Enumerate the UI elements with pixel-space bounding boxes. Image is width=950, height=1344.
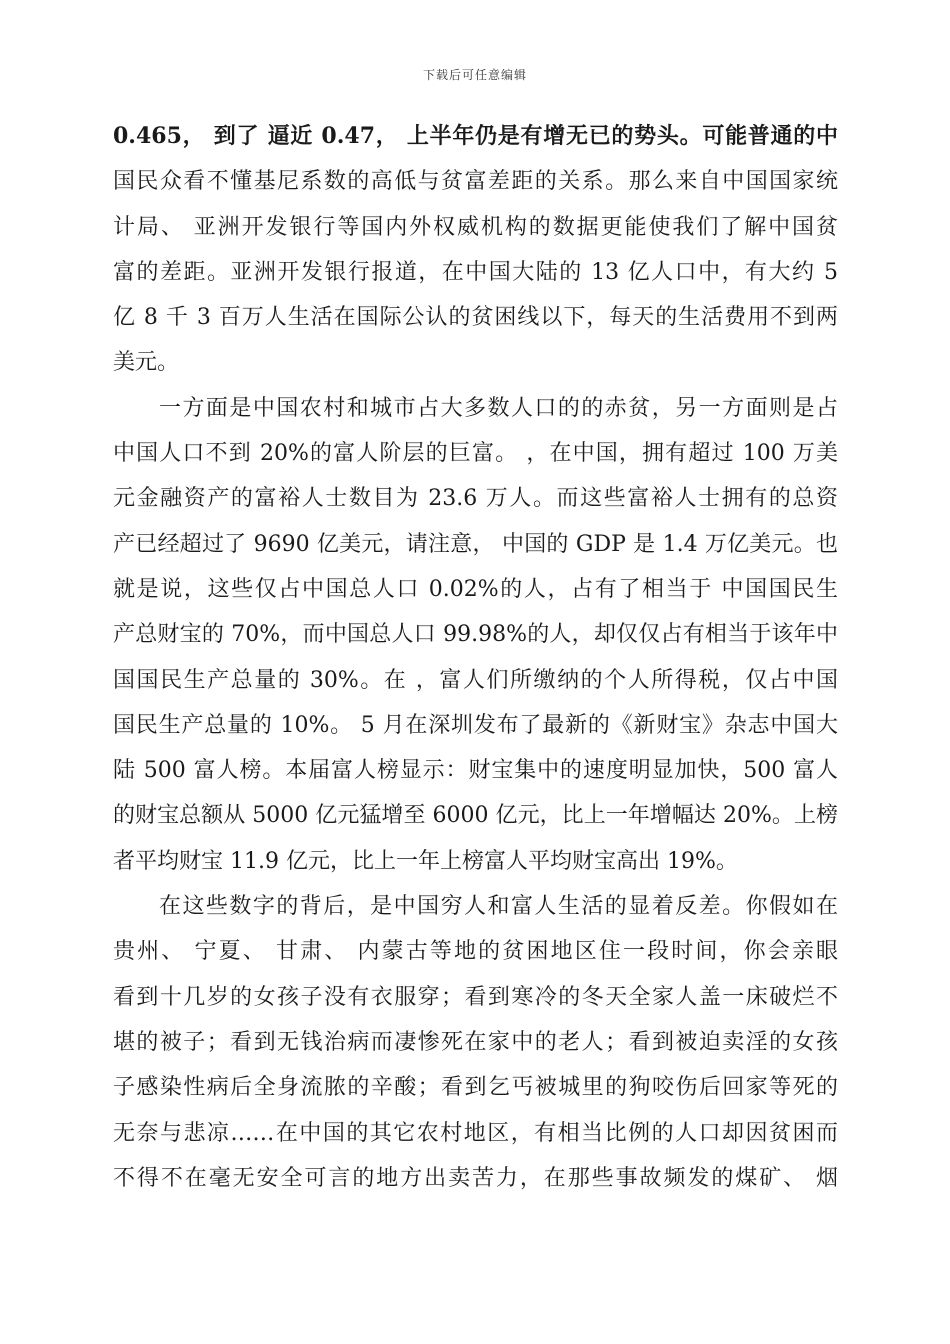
text-line: 0.465， 到了 逼近 0.47， 上半年仍是有增无已的势头。可能普通的中: [113, 123, 838, 149]
text-line: 看到十几岁的女孩子没有衣服穿；看到寒冷的冬天全家人盖一床破烂不: [113, 984, 838, 1010]
text-line: 中国人口不到 20%的富人阶层的巨富。 ，在中国，拥有超过 100 万美: [113, 441, 838, 467]
text-line: 贵州、 宁夏、 甘肃、 内蒙古等地的贫困地区住一段时间，你会亲眼: [113, 939, 838, 965]
text-line: 产已经超过了 9690 亿美元，请注意， 中国的 GDP 是 1.4 万亿美元。也: [113, 531, 838, 557]
paragraph-1: [113, 114, 838, 386]
text-line: 国民生产总量的 10%。 5 月在深圳发布了最新的《新财宝》杂志中国大: [113, 712, 838, 738]
text-line: 陆 500 富人榜。本届富人榜显示：财宝集中的速度明显加快，500 富人: [113, 758, 838, 784]
text-line: 亿 8 千 3 百万人生活在国际公认的贫困线以下，每天的生活费用不到两: [113, 305, 838, 331]
text-line: 的财宝总额从 5000 亿元猛增至 6000 亿元，比上一年增幅达 20%。上榜: [113, 803, 838, 829]
text-line: 美元。: [113, 350, 180, 376]
text-line: 者平均财宝 11.9 亿元，比上一年上榜富人平均财宝高出 19%。: [113, 848, 738, 874]
text-line: 无奈与悲凉……在中国的其它农村地区，有相当比例的人口却因贫困而: [113, 1120, 838, 1146]
text-line: 子感染性病后全身流脓的辛酸；看到乞丐被城里的狗咬伤后回家等死的: [113, 1075, 838, 1101]
page-header: 下载后可任意编辑: [422, 68, 527, 82]
text-line: 不得不在毫无安全可言的地方出卖苦力，在那些事故频发的煤矿、 烟: [113, 1165, 838, 1191]
text-line: 计局、 亚洲开发银行等国内外权威机构的数据更能使我们了解中国贫: [113, 214, 838, 240]
text-line: 国国民生产总量的 30%。在 ，富人们所缴纳的个人所得税，仅占中国: [113, 667, 838, 693]
text-line: 国民众看不懂基尼系数的高低与贫富差距的关系。那么来自中国国家统: [113, 169, 838, 195]
text-line: 产总财宝的 70%，而中国总人口 99.98%的人，却仅仅占有相当于该年中: [113, 622, 838, 648]
text-line: 元金融资产的富裕人士数目为 23.6 万人。而这些富裕人士拥有的总资: [113, 486, 838, 512]
text-line: 就是说，这些仅占中国总人口 0.02%的人，占有了相当于 中国国民生: [113, 576, 838, 602]
text-line: 一方面是中国农村和城市占大多数人口的的赤贫，另一方面则是占: [159, 395, 838, 421]
paragraph-2: [113, 386, 838, 884]
paragraph-3: [113, 884, 838, 1201]
text-line: 在这些数字的背后，是中国穷人和富人生活的显着反差。你假如在: [159, 894, 838, 920]
document-body: [113, 114, 838, 1201]
text-line: 堪的被子；看到无钱治病而凄惨死在家中的老人；看到被迫卖淫的女孩: [113, 1029, 838, 1055]
text-line: 富的差距。亚洲开发银行报道，在中国大陆的 13 亿人口中，有大约 5: [113, 259, 838, 285]
